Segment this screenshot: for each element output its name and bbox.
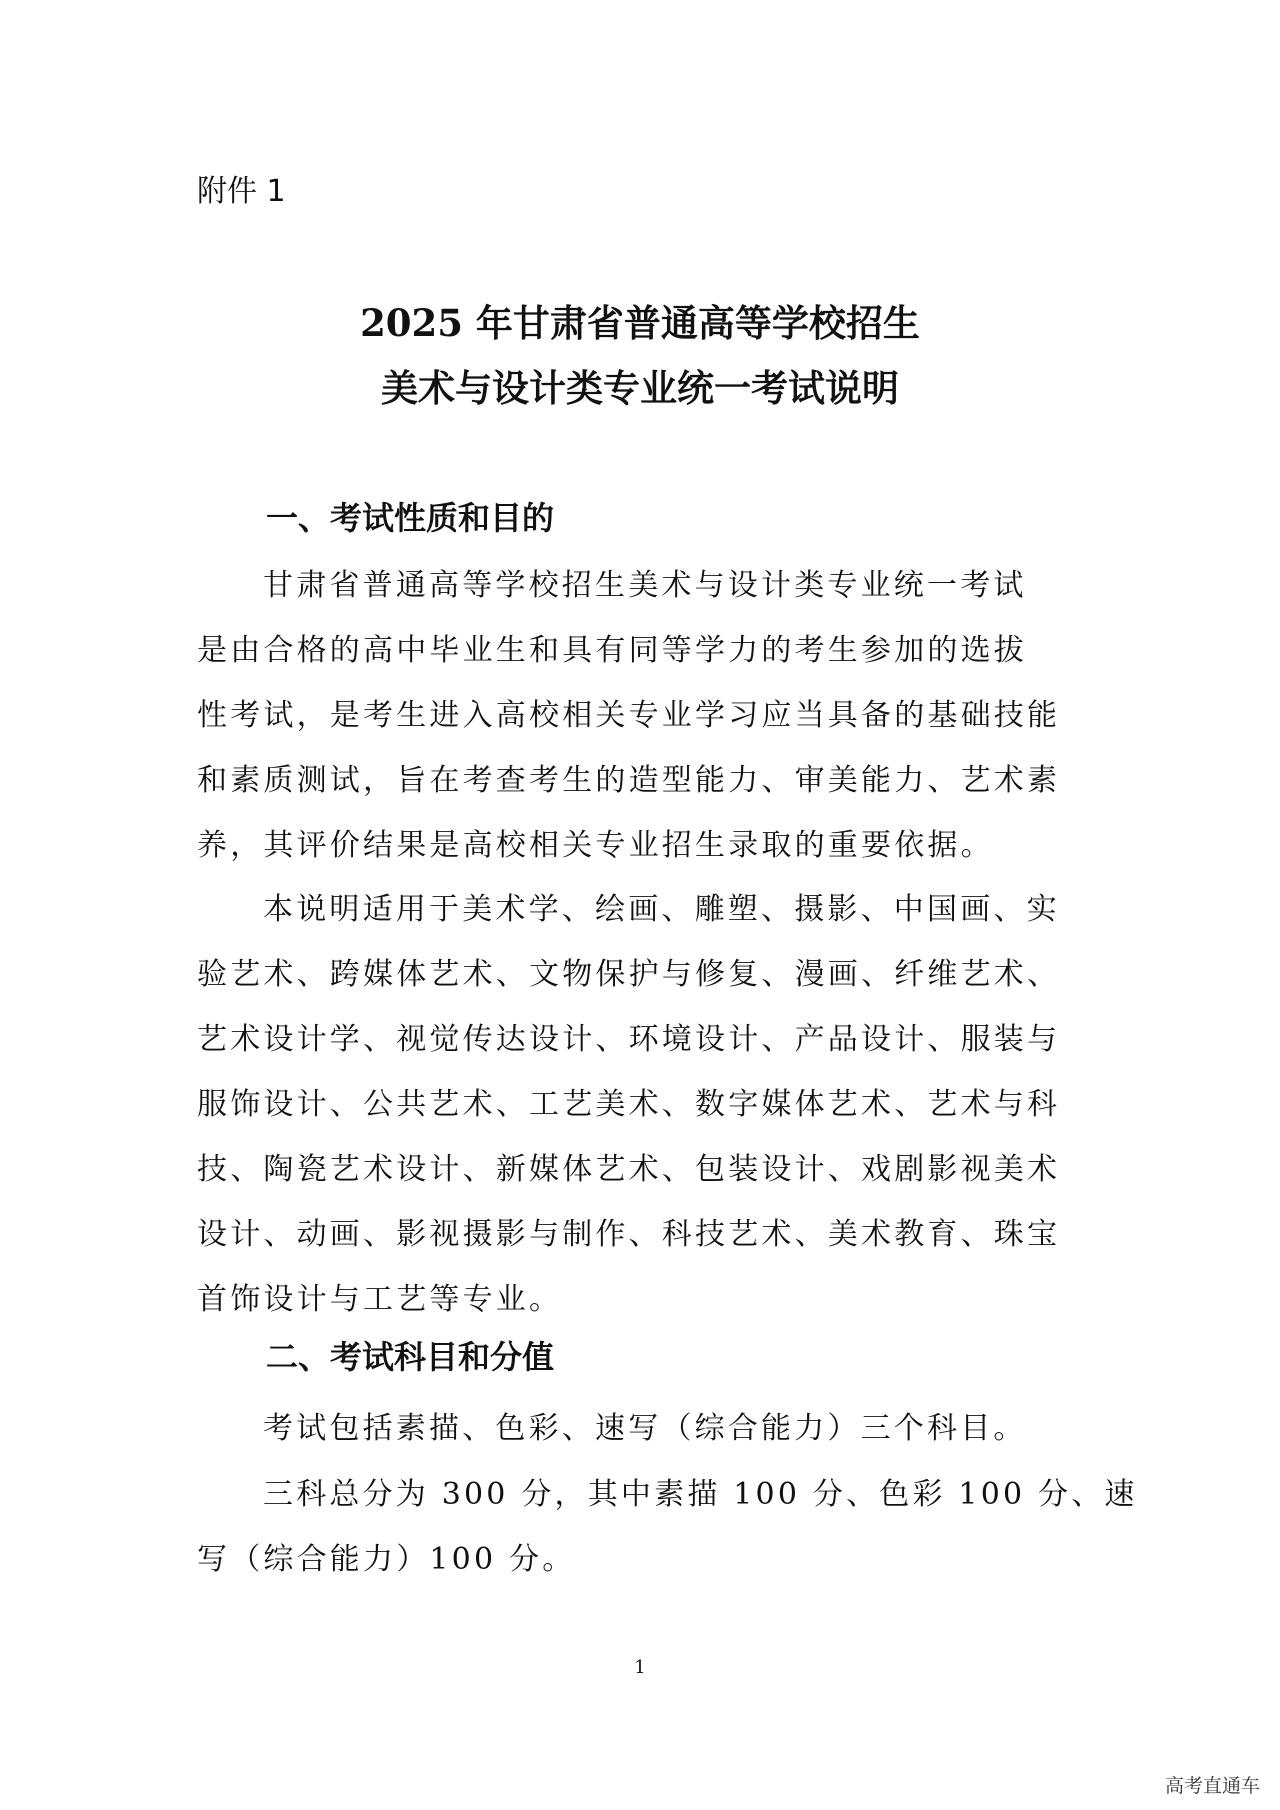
section-1-paragraph-2 xyxy=(197,877,1087,1332)
paragraph-line: 验艺术、跨媒体艺术、文物保护与修复、漫画、纤维艺术、 xyxy=(197,957,1061,992)
paragraph-line: 写（综合能力）100 分。 xyxy=(197,1542,576,1577)
section-2-paragraph-2 xyxy=(197,1462,1138,1592)
paragraph-line: 是由合格的高中毕业生和具有同等学力的考生参加的选拔 xyxy=(197,633,1027,668)
document-title-line-2: 美术与设计类专业统一考试说明 xyxy=(381,366,899,410)
paragraph-line: 考试包括素描、色彩、速写（综合能力）三个科目。 xyxy=(263,1411,1027,1446)
paragraph-line: 艺术设计学、视觉传达设计、环境设计、产品设计、服装与 xyxy=(197,1022,1061,1057)
section-heading-2: 二、考试科目和分值 xyxy=(266,1338,555,1376)
paragraph-line: 本说明适用于美术学、绘画、雕塑、摄影、中国画、实 xyxy=(263,892,1060,927)
paragraph-line: 服饰设计、公共艺术、工艺美术、数字媒体艺术、艺术与科 xyxy=(197,1087,1061,1122)
paragraph-line: 甘肃省普通高等学校招生美术与设计类专业统一考试 xyxy=(263,568,1027,603)
paragraph-line: 首饰设计与工艺等专业。 xyxy=(197,1282,563,1317)
section-heading-1: 一、考试性质和目的 xyxy=(266,499,555,537)
section-2-paragraph-1 xyxy=(197,1396,1087,1461)
paragraph-line: 养，其评价结果是高校相关专业招生录取的重要依据。 xyxy=(197,828,994,863)
attachment-label: 附件 1 xyxy=(197,174,286,209)
paragraph-line: 性考试，是考生进入高校相关专业学习应当具备的基础技能 xyxy=(197,698,1061,733)
paragraph-line: 三科总分为 300 分，其中素描 100 分、色彩 100 分、速 xyxy=(263,1477,1138,1512)
document-title-line-1: 2025 年甘肃省普通高等学校招生 xyxy=(360,301,920,345)
section-1-paragraph-1 xyxy=(197,553,1087,878)
paragraph-line: 设计、动画、影视摄影与制作、科技艺术、美术教育、珠宝 xyxy=(197,1217,1061,1252)
watermark-text: 高考直通车 xyxy=(1164,1775,1260,1797)
paragraph-line: 技、陶瓷艺术设计、新媒体艺术、包装设计、戏剧影视美术 xyxy=(197,1152,1061,1187)
page-number: 1 xyxy=(634,1657,646,1678)
paragraph-line: 和素质测试，旨在考查考生的造型能力、审美能力、艺术素 xyxy=(197,763,1061,798)
